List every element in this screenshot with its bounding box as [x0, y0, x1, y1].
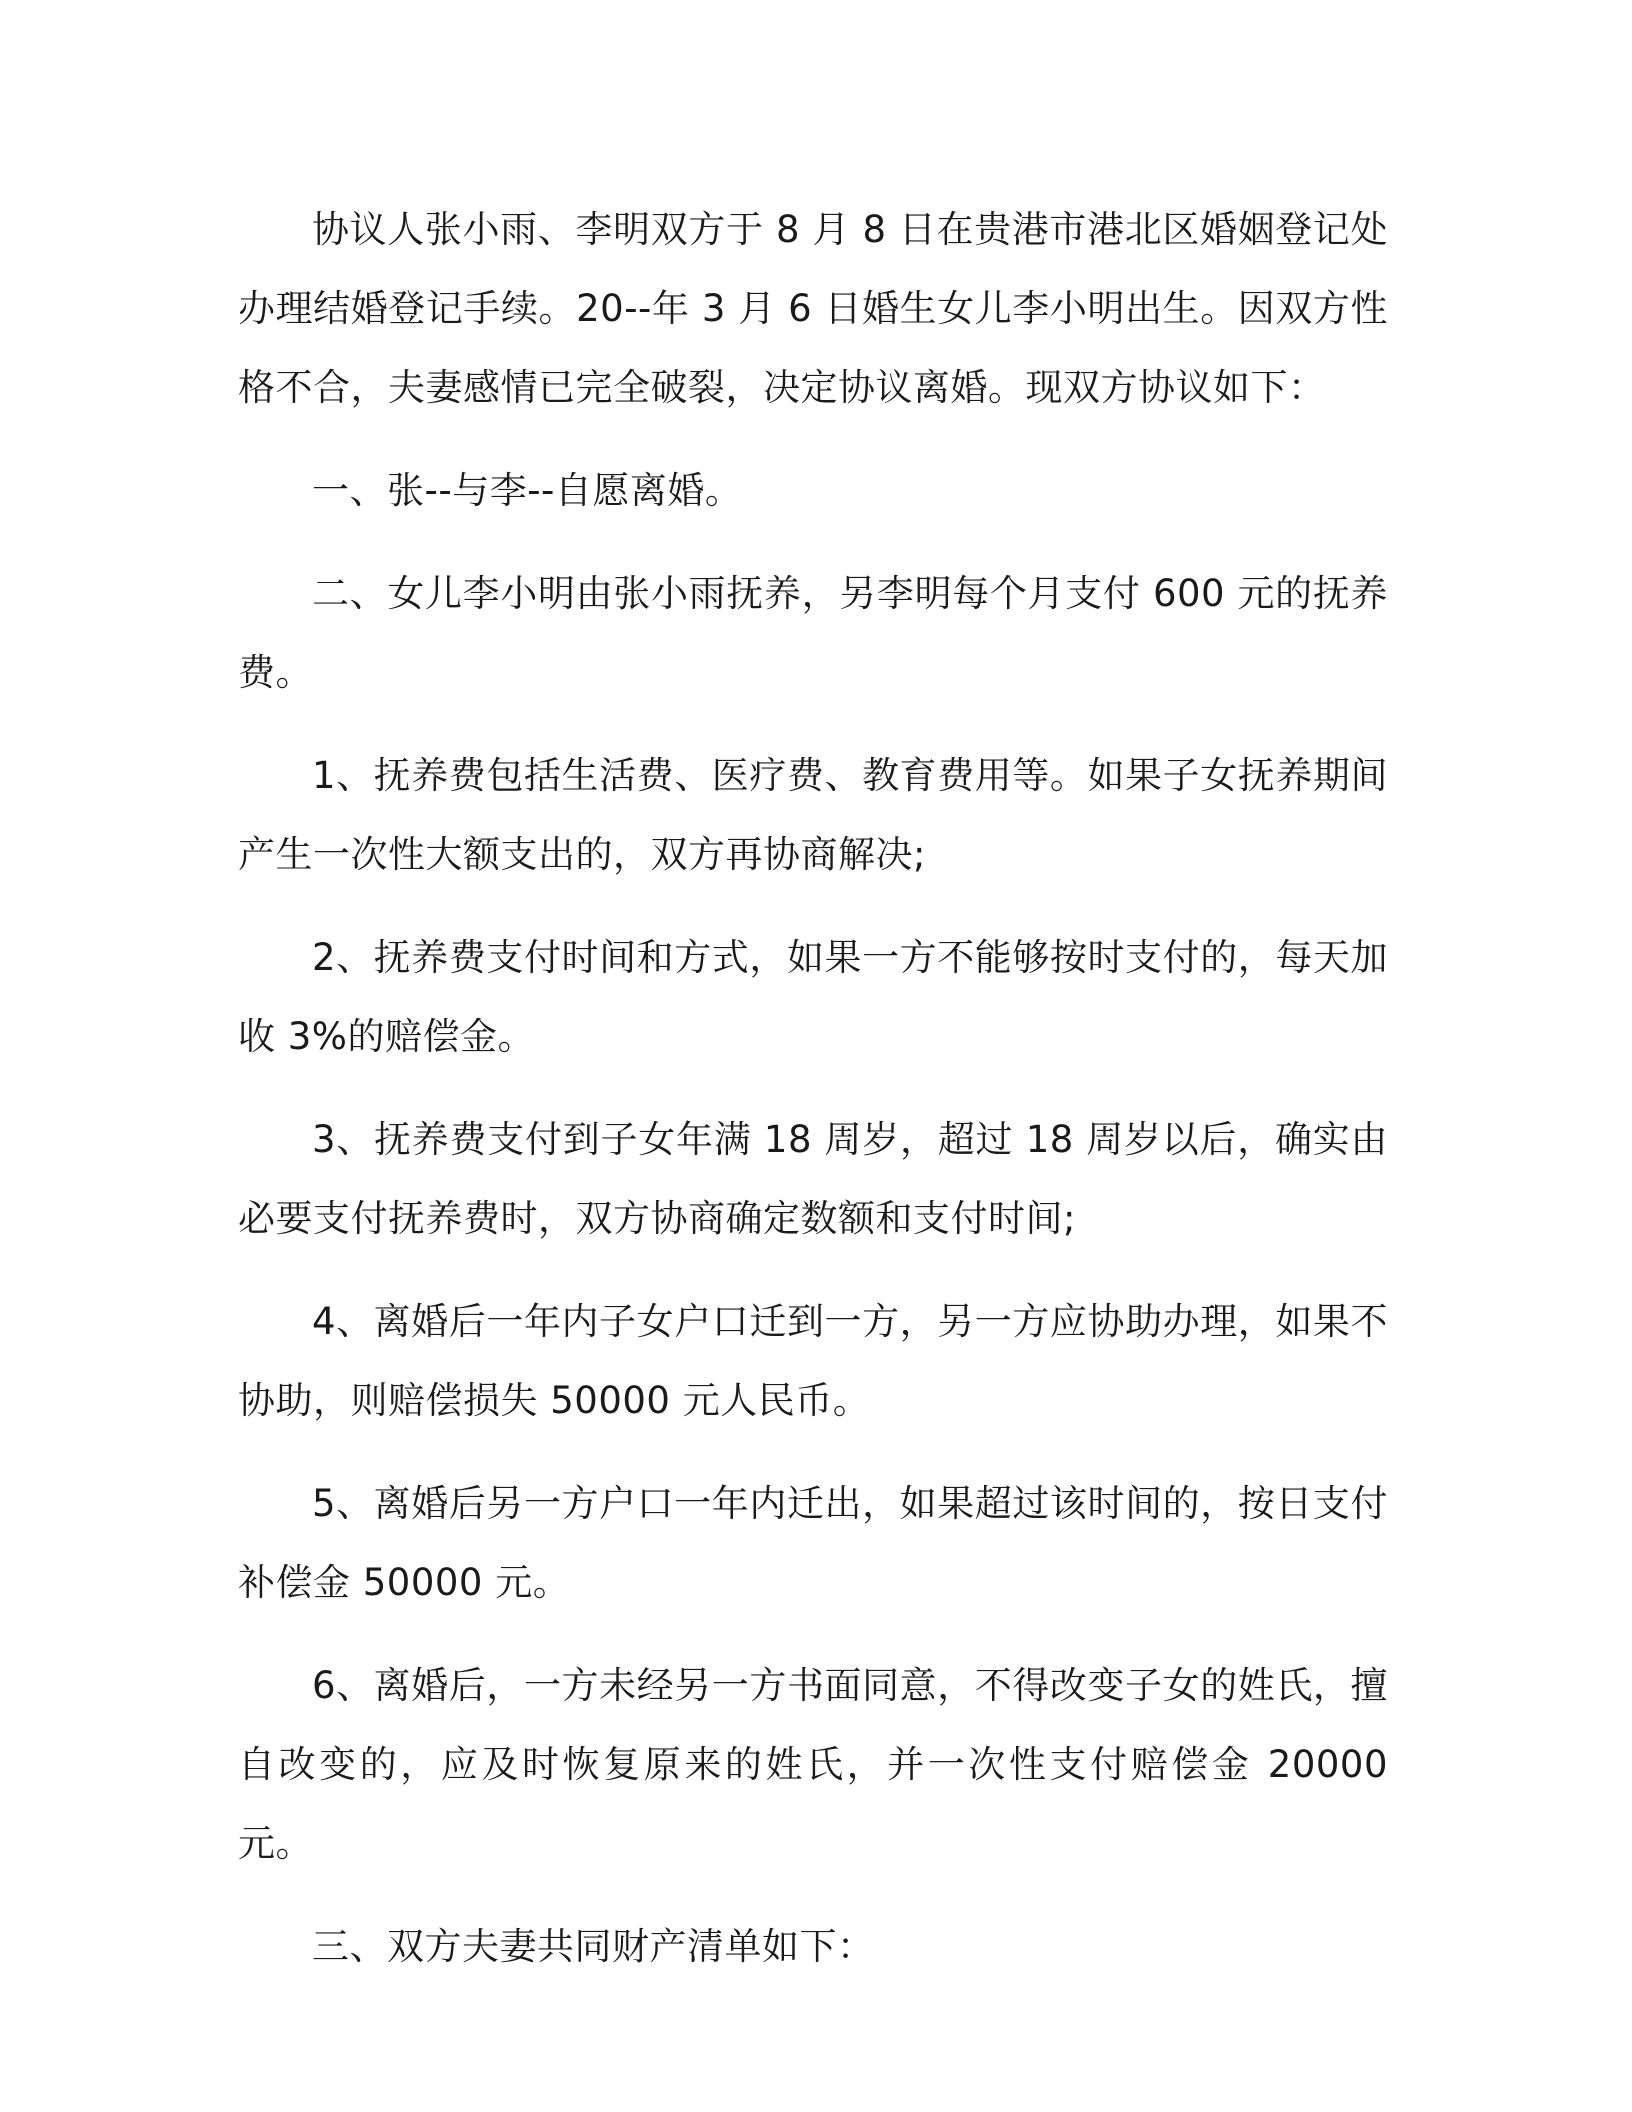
- paragraph-item-1: 1、抚养费包括生活费、医疗费、教育费用等。如果子女抚养期间产生一次性大额支出的，双方再协商解决;: [238, 754, 1388, 876]
- paragraph-clause-2: 二、女儿李小明由张小雨抚养，另李明每个月支付 600 元的抚养费。: [238, 572, 1388, 694]
- paragraph-item-6: 6、离婚后，一方未经另一方书面同意，不得改变子女的姓氏，擅自改变的，应及时恢复原来的姓氏，并一次性支付赔偿金 20000 元。: [238, 1664, 1388, 1865]
- paragraph-item-4: 4、离婚后一年内子女户口迁到一方，另一方应协助办理，如果不协助，则赔偿损失 50000 元人民币。: [238, 1300, 1388, 1422]
- paragraph-item-5: 5、离婚后另一方户口一年内迁出，如果超过该时间的，按日支付补偿金 50000 元。: [238, 1482, 1388, 1604]
- paragraph-item-2: 2、抚养费支付时间和方式，如果一方不能够按时支付的，每天加收 3%的赔偿金。: [238, 936, 1388, 1058]
- paragraph-item-3: 3、抚养费支付到子女年满 18 周岁，超过 18 周岁以后，确实由必要支付抚养费时，双方协商确定数额和支付时间;: [238, 1118, 1388, 1240]
- paragraph-clause-3: 三、双方夫妻共同财产清单如下：: [312, 1925, 875, 1968]
- document-body: [238, 190, 1388, 1986]
- paragraph-clause-1: 一、张--与李--自愿离婚。: [312, 469, 743, 512]
- paragraph-intro: 协议人张小雨、李明双方于 8 月 8 日在贵港市港北区婚姻登记处办理结婚登记手续。20--年 3 月 6 日婚生女儿李小明出生。因双方性格不合，夫妻感情已完全破裂，决定协议离婚。现双方协议如下：: [238, 208, 1388, 409]
